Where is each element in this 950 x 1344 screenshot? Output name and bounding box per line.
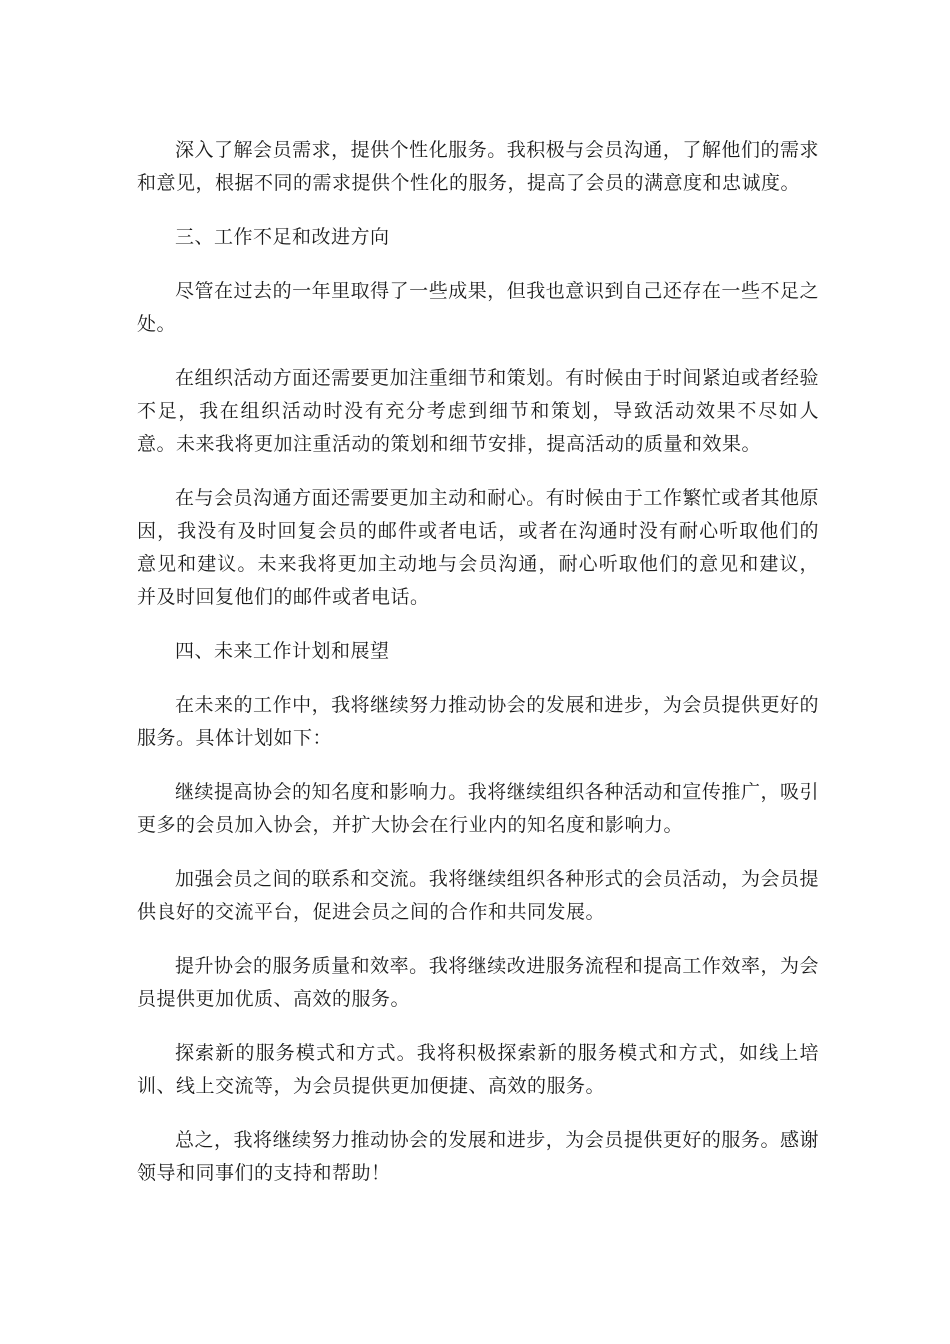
paragraph-conclusion: 总之，我将继续努力推动协会的发展和进步，为会员提供更好的服务。感谢领导和同事们的支持和帮助！ — [137, 1129, 819, 1184]
paragraph-future-intro: 在未来的工作中，我将继续努力推动协会的发展和进步，为会员提供更好的服务。具体计划如下： — [137, 694, 819, 749]
paragraph-member-communication: 在与会员沟通方面还需要更加主动和耐心。有时候由于工作繁忙或者其他原因，我没有及时回复会员的邮件或者电话，或者在沟通时没有耐心听取他们的意见和建议。未来我将更加主动地与会员沟通，耐心听取他们的意见和建议，并及时回复他们的邮件或者电话。 — [137, 487, 819, 608]
paragraph-plan-new-models: 探索新的服务模式和方式。我将积极探索新的服务模式和方式，如线上培训、线上交流等，为会员提供更加便捷、高效的服务。 — [137, 1042, 819, 1097]
document-body — [137, 134, 819, 1211]
paragraph-plan-service-quality: 提升协会的服务质量和效率。我将继续改进服务流程和提高工作效率，为会员提供更加优质、高效的服务。 — [137, 955, 819, 1010]
paragraph-activity-planning: 在组织活动方面还需要更加注重细节和策划。有时候由于时间紧迫或者经验不足，我在组织活动时没有充分考虑到细节和策划，导致活动效果不尽如人意。未来我将更加注重活动的策划和细节安排，提高活动的质量和效果。 — [137, 367, 819, 455]
section-heading-shortcomings: 三、工作不足和改进方向 — [175, 226, 390, 248]
section-heading-future-plan: 四、未来工作计划和展望 — [175, 640, 390, 662]
paragraph-plan-visibility: 继续提高协会的知名度和影响力。我将继续组织各种活动和宣传推广，吸引更多的会员加入协会，并扩大协会在行业内的知名度和影响力。 — [137, 781, 819, 836]
paragraph-shortcomings-intro: 尽管在过去的一年里取得了一些成果，但我也意识到自己还存在一些不足之处。 — [137, 280, 819, 335]
paragraph-personalized-service: 深入了解会员需求，提供个性化服务。我积极与会员沟通，了解他们的需求和意见，根据不同的需求提供个性化的服务，提高了会员的满意度和忠诚度。 — [137, 139, 819, 194]
paragraph-plan-member-exchange: 加强会员之间的联系和交流。我将继续组织各种形式的会员活动，为会员提供良好的交流平台，促进会员之间的合作和共同发展。 — [137, 868, 819, 923]
